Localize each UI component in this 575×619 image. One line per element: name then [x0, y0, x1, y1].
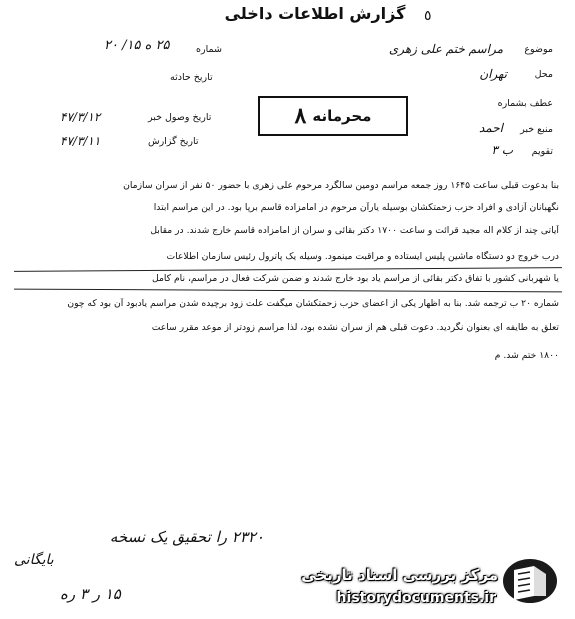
watermark-title: مرکز بررسی اسناد تاریخی — [301, 566, 498, 584]
field-report-date-value: ۴۷/۳/۱۱ — [60, 134, 101, 148]
handwritten-note-line-1: ۲۳۲۰ را تحقیق یک نسخه — [109, 528, 264, 546]
underline-rule-1 — [14, 267, 562, 272]
handwritten-note-line-2: ۱۵ ر ۳ ره — [60, 585, 121, 603]
field-source-label: منبع خبر — [520, 124, 553, 135]
stamp-number: ۸ — [294, 103, 307, 129]
field-incident-date-label: تاریخ حادثه — [170, 72, 213, 83]
confidential-stamp — [258, 96, 408, 136]
body-line-5: یا شهربانی کشور با تفاق دکتر بقائی از مراسم یاد بود خارج شدند و ضمن شرکت فعال در مراسم، نام کامل — [152, 273, 559, 284]
document-title: گزارش اطلاعات داخلی — [224, 4, 406, 23]
archive-logo-icon — [500, 556, 560, 606]
underline-rule-2 — [14, 289, 562, 293]
body-line-3: آیاتی چند از کلام اله مجید قرائت و ساعت ۱۷۰۰ دکتر بقائی و سران از امامزاده قاسم خارج شدند. در مقابل — [150, 225, 559, 236]
field-received-date-label: تاریخ وصول خبر — [148, 112, 212, 123]
body-line-7: تعلق به طایفه ای بعنوان نگردید. دعوت قبلی هم از سران نشده بود، لذا مراسم زودتر از موعد مقرر ساعت — [151, 322, 559, 333]
field-subject-value: مراسم ختم علی زهری — [388, 42, 503, 56]
field-report-date-label: تاریخ گزارش — [148, 136, 199, 147]
body-line-4: درب خروج دو دستگاه ماشین پلیس ایستاده و مراقبت مینمود. وسیله یک پاترول رئیس سازمان اطلاعات — [166, 251, 559, 262]
field-source-value: احمد — [479, 121, 503, 135]
body-line-1: بنا بدعوت قبلی ساعت ۱۶۴۵ روز جمعه مراسم دومین سالگرد مرحوم علی زهری با حضور ۵۰ نفر از سران سازمان — [123, 180, 559, 191]
field-received-date-value: ۴۷/۳/۱۲ — [60, 110, 101, 124]
corner-mark: ٥ — [424, 8, 432, 24]
field-number-label: شماره — [196, 44, 222, 55]
field-evaluation-label: تقویم — [531, 146, 553, 157]
body-line-2: نگهبانان آزادی و افراد حزب زحمتکشان بوسیله یارآن مرحوم در امامزاده قاسم برپا بود. در این مراسم ابتدا — [153, 202, 559, 213]
body-line-6: شماره ۲۰ ب ترجمه شد. بنا به اظهار یکی از اعضای حزب زحمتکشان میگفت علت زود برچیده شدن مراسم یادبود آن بود که چون — [67, 298, 559, 309]
watermark-url: historydocuments.ir — [336, 590, 496, 606]
field-place-label: محل — [534, 69, 553, 80]
body-line-8: ۱۸۰۰ ختم شد. م — [494, 350, 559, 361]
field-evaluation-value: ب ٣ — [491, 143, 513, 157]
handwritten-note-line-3: بایگانی — [14, 552, 54, 568]
field-place-value: تهران — [479, 67, 507, 81]
field-subject-label: موضوع — [524, 44, 553, 55]
stamp-text: محرمانه — [312, 107, 372, 125]
field-number-value: ۲۵ ه ۱۵/ ۲۰ — [104, 38, 170, 53]
field-reference-label: عطف بشماره — [497, 98, 553, 109]
